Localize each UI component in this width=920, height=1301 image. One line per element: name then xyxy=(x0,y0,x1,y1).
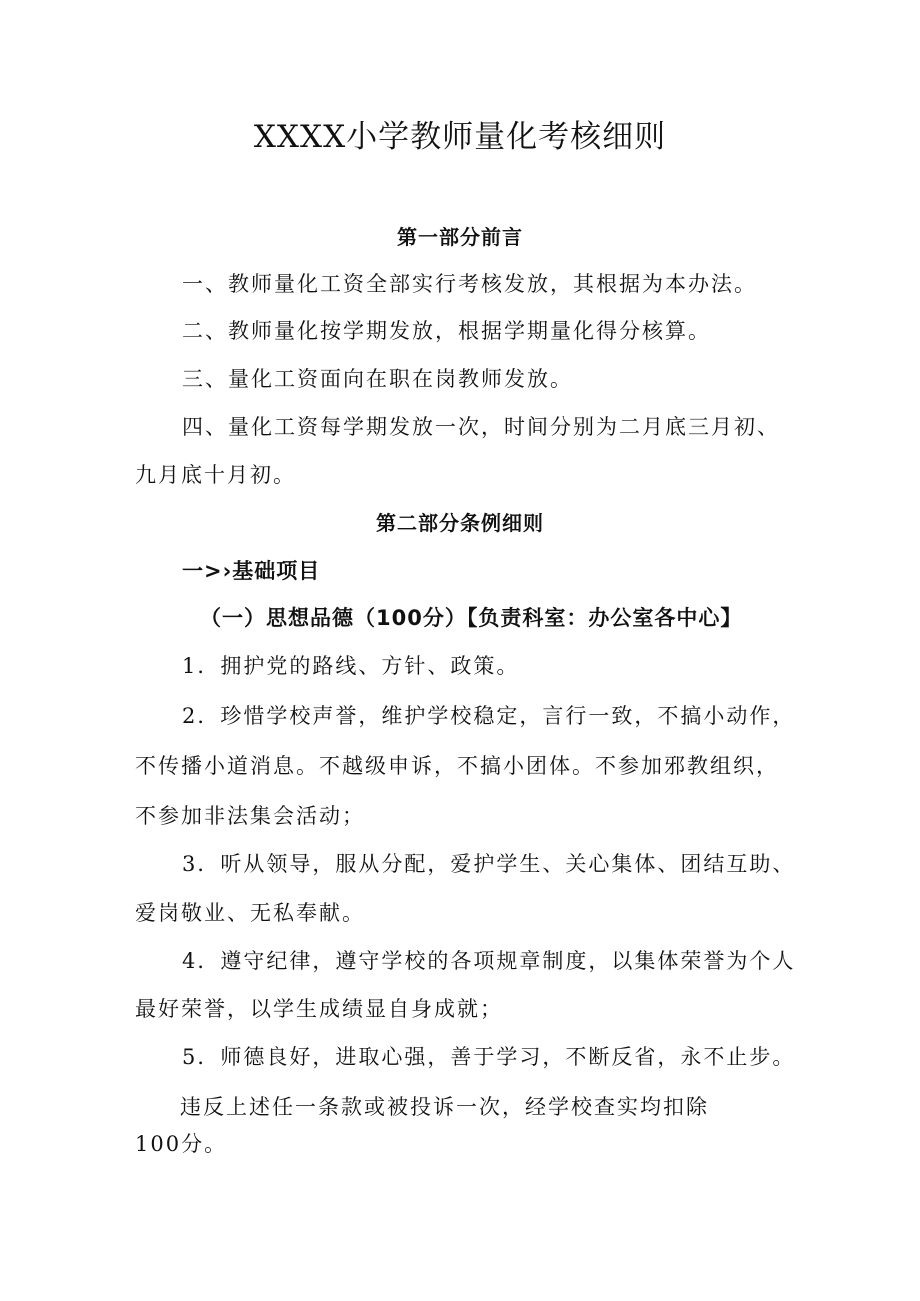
rule-5: 5．师德良好，进取心强，善于学习，不断反省，永不止步。 xyxy=(182,1045,796,1069)
part1-item-4-continued: 九月底十月初。 xyxy=(135,463,296,487)
subsection-heading-ethics: （一）思想品德（100分）【负责科室：办公室各中心】 xyxy=(200,606,743,630)
section-heading-basic-items: 一>›基础项目 xyxy=(182,559,321,583)
part1-heading: 第一部分前言 xyxy=(397,225,523,249)
part2-heading: 第二部分条例细则 xyxy=(376,511,544,535)
rule-4-line-1: 4．遵守纪律，遵守学校的各项规章制度，以集体荣誉为个人 xyxy=(182,949,796,973)
part1-item-2: 二、教师量化按学期发放，根据学期量化得分核算。 xyxy=(182,319,711,343)
rule-3-line-2: 爱岗敬业、无私奉献。 xyxy=(135,901,365,925)
rule-2-line-3: 不参加非法集会活动； xyxy=(135,804,365,828)
part1-item-1: 一、教师量化工资全部实行考核发放，其根据为本办法。 xyxy=(182,272,757,296)
part1-item-3: 三、量化工资面向在职在岗教师发放。 xyxy=(182,367,573,391)
rule-2-line-2: 不传播小道消息。不越级申诉，不搞小团体。不参加邪教组织， xyxy=(135,754,779,778)
rule-1: 1．拥护党的路线、方针、政策。 xyxy=(182,654,520,678)
penalty-line-2: 100分。 xyxy=(135,1132,228,1156)
rule-3-line-1: 3．听从领导，服从分配，爱护学生、关心集体、团结互助、 xyxy=(182,852,796,876)
rule-2-line-1: 2．珍惜学校声誉，维护学校稳定，言行一致，不搞小动作， xyxy=(182,704,796,728)
document-title: XXXX小学教师量化考核细则 xyxy=(253,119,667,155)
penalty-line-1: 违反上述任一条款或被投诉一次，经学校查实均扣除 xyxy=(180,1095,709,1119)
rule-4-line-2: 最好荣誉，以学生成绩显自身成就； xyxy=(135,997,503,1021)
part1-item-4: 四、量化工资每学期发放一次，时间分别为二月底三月初、 xyxy=(182,415,780,439)
